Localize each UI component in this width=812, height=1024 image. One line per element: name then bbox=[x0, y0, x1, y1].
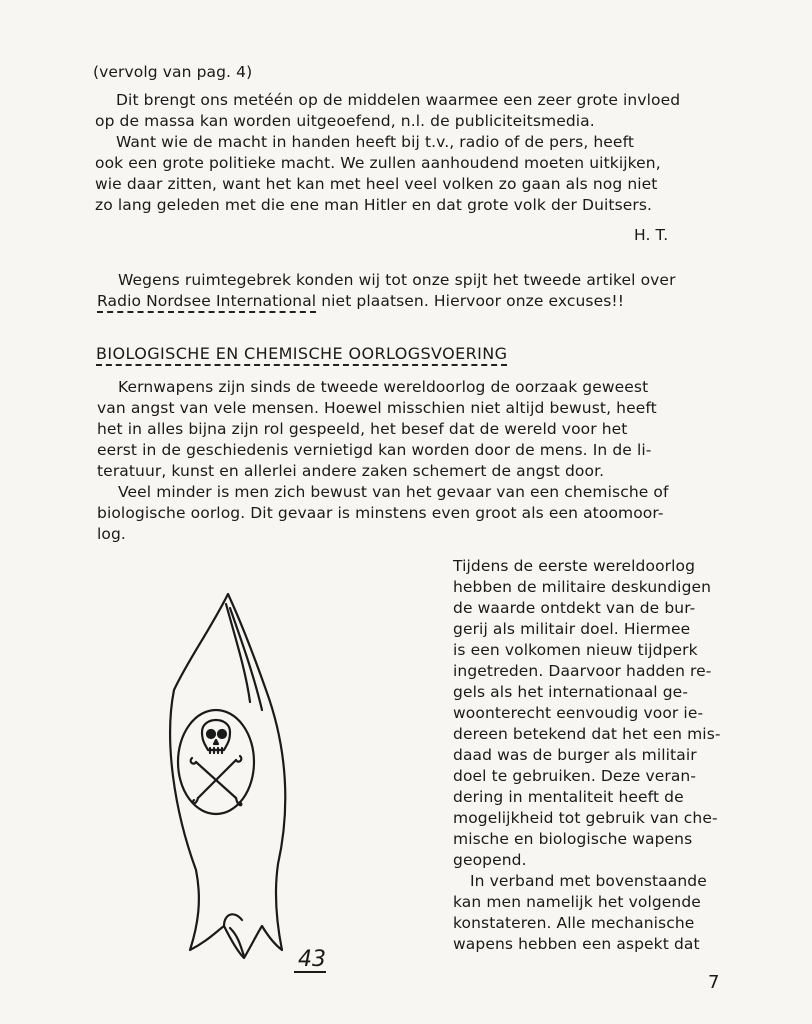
article-heading: BIOLOGISCHE EN CHEMISCHE OORLOGSVOERING bbox=[96, 344, 507, 366]
column-line: kan men namelijk het volgende bbox=[453, 893, 701, 911]
column-line: dering in mentaliteit heeft de bbox=[453, 788, 684, 806]
column-line: woonterecht eenvoudig voor ie- bbox=[453, 704, 704, 722]
paragraph-line: Want wie de macht in handen heeft bij t.v., radio of de pers, heeft bbox=[116, 133, 635, 151]
column-line: konstateren. Alle mechanische bbox=[453, 914, 695, 932]
notice-line-2 bbox=[97, 291, 624, 312]
bomb-skull-illustration bbox=[150, 580, 350, 980]
signature: 43 bbox=[298, 947, 326, 972]
column-line: dereen betekend dat het een mis- bbox=[453, 725, 721, 743]
column-line: gerij als militair doel. Hiermee bbox=[453, 620, 691, 638]
column-line: daad was de burger als militair bbox=[453, 746, 697, 764]
article-line: log. bbox=[97, 525, 126, 543]
author-initials: H. T. bbox=[634, 226, 669, 244]
column-line: gels als het internationaal ge- bbox=[453, 683, 689, 701]
column-line: mogelijkheid tot gebruik van che- bbox=[453, 809, 718, 827]
column-line: ingetreden. Daarvoor hadden re- bbox=[453, 662, 712, 680]
column-line: doel te gebruiken. Deze veran- bbox=[453, 767, 697, 785]
paragraph-line: zo lang geleden met die ene man Hitler en dat grote volk der Duitsers. bbox=[95, 196, 653, 214]
column-line: mische en biologische wapens bbox=[453, 830, 693, 848]
station-name: Radio Nordsee International bbox=[97, 292, 316, 313]
column-line: de waarde ontdekt van de bur- bbox=[453, 599, 696, 617]
column-line: In verband met bovenstaande bbox=[470, 872, 707, 890]
notice-rest: niet plaatsen. Hiervoor onze excuses!! bbox=[316, 292, 625, 310]
page-number: 7 bbox=[708, 972, 720, 993]
column-line: wapens hebben een aspekt dat bbox=[453, 935, 700, 953]
paragraph-line: op de massa kan worden uitgeoefend, n.l. de publiciteitsmedia. bbox=[95, 112, 595, 130]
article-line: eerst in de geschiedenis vernietigd kan worden door de mens. In de li- bbox=[97, 441, 652, 459]
article-line: teratuur, kunst en allerlei andere zaken schemert de angst door. bbox=[97, 462, 605, 480]
paragraph-line: wie daar zitten, want het kan met heel veel volken zo gaan als nog niet bbox=[95, 175, 658, 193]
notice-line: Wegens ruimtegebrek konden wij tot onze spijt het tweede artikel over bbox=[118, 271, 676, 289]
column-line: geopend. bbox=[453, 851, 527, 869]
article-line: Veel minder is men zich bewust van het gevaar van een chemische of bbox=[118, 483, 669, 501]
continuation-note: (vervolg van pag. 4) bbox=[93, 63, 253, 81]
paragraph-line: ook een grote politieke macht. We zullen aanhoudend moeten uitkijken, bbox=[95, 154, 661, 172]
article-line: van angst van vele mensen. Hoewel misschien niet altijd bewust, heeft bbox=[97, 399, 657, 417]
paragraph-line: Dit brengt ons metéén op de middelen waarmee een zeer grote invloed bbox=[116, 91, 681, 109]
article-line: Kernwapens zijn sinds de tweede wereldoorlog de oorzaak geweest bbox=[118, 378, 649, 396]
column-line: Tijdens de eerste wereldoorlog bbox=[453, 557, 696, 575]
article-line: het in alles bijna zijn rol gespeeld, het besef dat de wereld voor het bbox=[97, 420, 628, 438]
article-line: biologische oorlog. Dit gevaar is minstens even groot als een atoomoor- bbox=[97, 504, 664, 522]
column-line: hebben de militaire deskundigen bbox=[453, 578, 712, 596]
column-line: is een volkomen nieuw tijdperk bbox=[453, 641, 698, 659]
